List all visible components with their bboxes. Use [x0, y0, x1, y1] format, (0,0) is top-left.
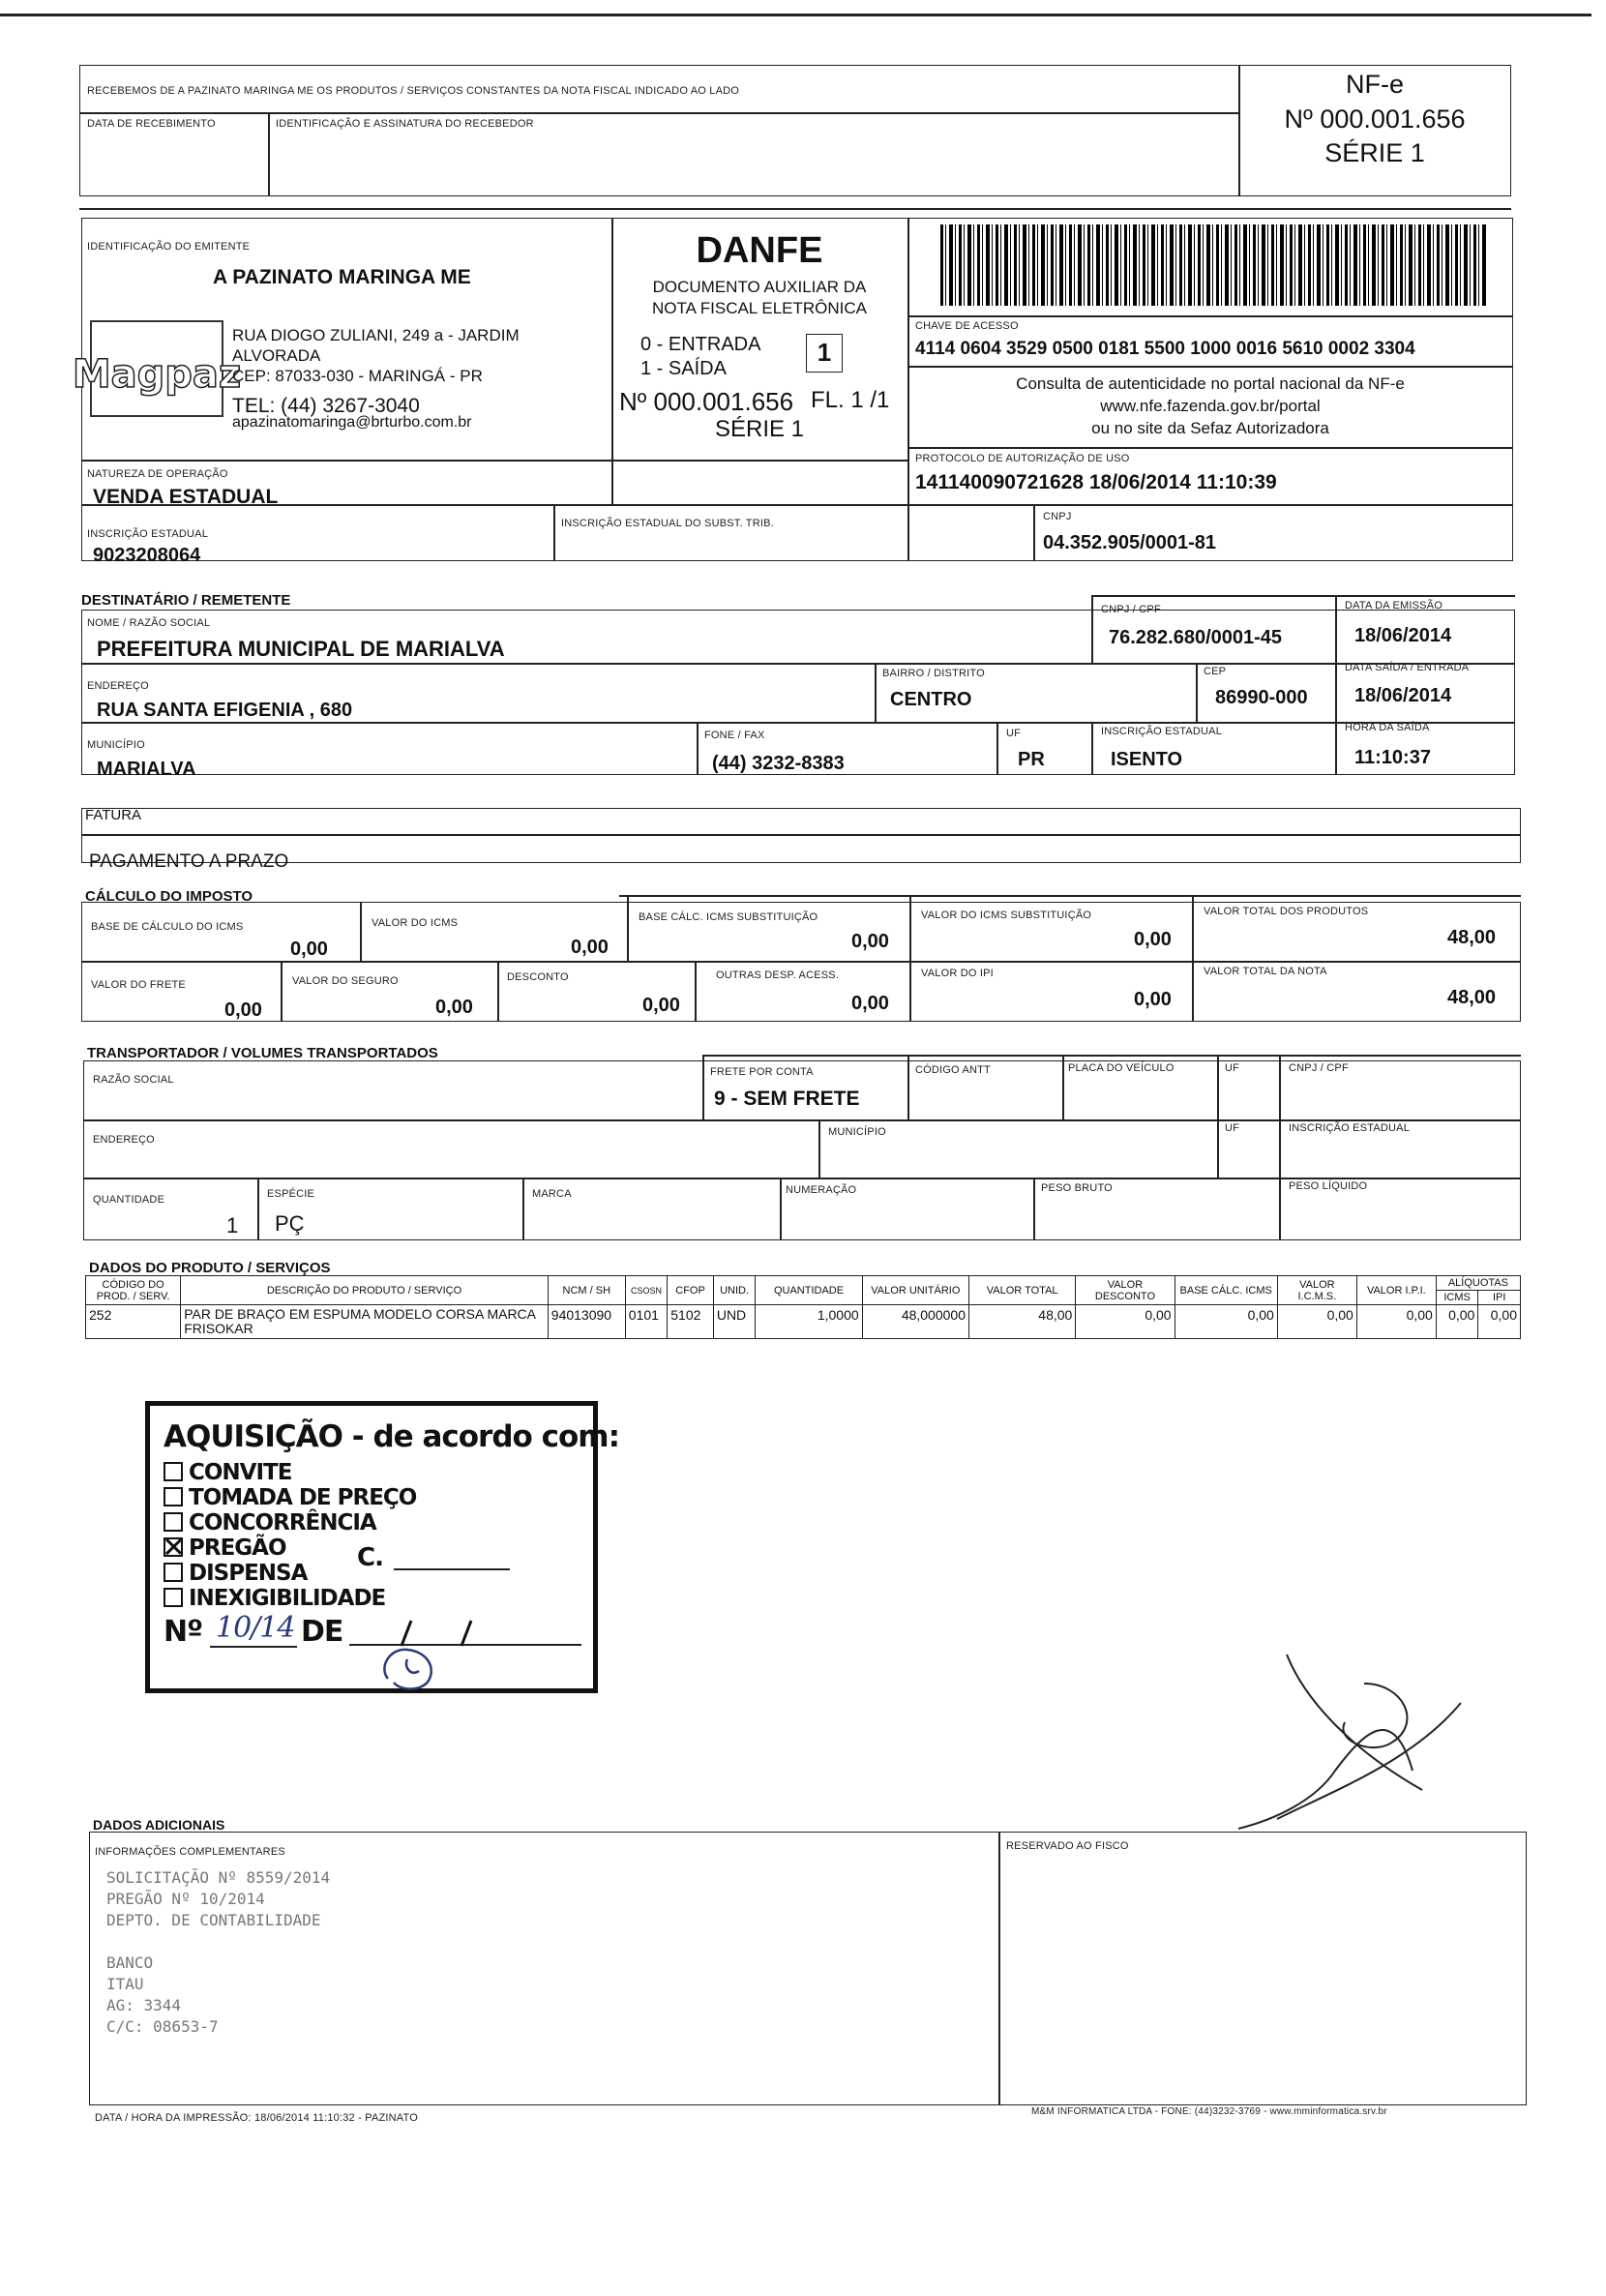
- canhoto-divider-h: [79, 112, 1238, 114]
- dest-top-ext: [1091, 595, 1515, 597]
- checkbox-icon: [164, 1512, 183, 1532]
- imp-v-d: [1192, 895, 1194, 1022]
- th-base: BASE CÁLC. ICMS: [1175, 1276, 1277, 1305]
- stamp-item-tomada: [164, 1485, 416, 1510]
- dest-emissao: 18/06/2014: [1354, 625, 1452, 646]
- cell-ncm: 94013090: [548, 1305, 625, 1339]
- emitente-label: IDENTIFICAÇÃO DO EMITENTE: [87, 241, 251, 253]
- ie-subst-label: INSCRIÇÃO ESTADUAL DO SUBST. TRIB.: [561, 518, 774, 529]
- adicionais-section: DADOS ADICIONAIS: [93, 1817, 225, 1833]
- stamp-item-label: TOMADA DE PREÇO: [189, 1485, 417, 1510]
- tr-v8: [522, 1178, 524, 1240]
- stamp-c-line: [394, 1568, 510, 1570]
- canhoto-recebemos: RECEBEMOS DE A PAZINATO MARINGA ME OS PRODUTOS / SERVIÇOS CONSTANTES DA NOTA FISCAL INDICADO AO LADO: [87, 85, 740, 97]
- cell-vipi: 0,00: [1356, 1305, 1436, 1339]
- checkbox-icon: [164, 1462, 183, 1481]
- stamp-item-concorrencia: [164, 1510, 376, 1536]
- icms-st-label: VALOR DO ICMS SUBSTITUIÇÃO: [921, 909, 1092, 921]
- th-unitario: VALOR UNITÁRIO: [862, 1276, 968, 1305]
- chave-value: 4114 0604 3529 0500 0181 5500 1000 0016 5610 0002 3304: [915, 339, 1415, 359]
- tr-uf2-label: UF: [1225, 1122, 1240, 1134]
- danfe-title: DANFE: [696, 230, 823, 271]
- stamp-item-label: PREGÃO: [189, 1536, 286, 1561]
- ipi: 0,00: [1134, 989, 1172, 1010]
- total-prod: 48,00: [1447, 927, 1497, 948]
- th-vicms: VALOR I.C.M.S.: [1277, 1276, 1356, 1305]
- cell-csosn: 0101: [625, 1305, 668, 1339]
- dest-v-uf: [996, 722, 998, 775]
- transportador-section: TRANSPORTADOR / VOLUMES TRANSPORTADOS: [87, 1045, 438, 1061]
- tr-especie-label: ESPÉCIE: [267, 1188, 315, 1200]
- chave-consulta3: ou no site da Sefaz Autorizadora: [1091, 419, 1329, 437]
- cell-base: 0,00: [1175, 1305, 1277, 1339]
- th-desconto: VALOR DESCONTO: [1076, 1276, 1175, 1305]
- cell-cfop: 5102: [668, 1305, 714, 1339]
- tr-h2: [83, 1178, 1521, 1179]
- tr-placa-label: PLACA DO VEÍCULO: [1068, 1062, 1175, 1074]
- th-total: VALOR TOTAL: [969, 1276, 1076, 1305]
- dest-hora-label: HORA DA SAÍDA: [1345, 722, 1430, 733]
- frete-label: VALOR DO FRETE: [91, 979, 186, 991]
- company-logo: [72, 317, 242, 420]
- danfe-sub1: DOCUMENTO AUXILIAR DA: [652, 278, 867, 296]
- dest-v-cnpj: [1091, 595, 1093, 663]
- danfe-folha: FL. 1 /1: [811, 387, 890, 413]
- th-cfop: CFOP: [668, 1276, 714, 1305]
- dest-cep-label: CEP: [1204, 666, 1227, 677]
- aquisicao-stamp: [145, 1401, 619, 1693]
- cell-aliq-ipi: 0,00: [1478, 1305, 1521, 1339]
- emit-v-cnpj: [1033, 504, 1035, 561]
- tr-v1: [702, 1055, 704, 1119]
- protocolo-label: PROTOCOLO DE AUTORIZAÇÃO DE USO: [915, 453, 1130, 464]
- handwritten-signature: [1219, 1645, 1471, 1838]
- fatura-value: PAGAMENTO A PRAZO: [89, 851, 289, 872]
- tr-endereco-label: ENDEREÇO: [93, 1134, 155, 1146]
- canhoto-id-label: IDENTIFICAÇÃO E ASSINATURA DO RECEBEDOR: [276, 118, 534, 130]
- dest-ie-label: INSCRIÇÃO ESTADUAL: [1101, 726, 1223, 737]
- cell-unitario: 48,000000: [862, 1305, 968, 1339]
- th-aliq-icms: ICMS: [1436, 1291, 1478, 1305]
- produtos-table: [85, 1275, 1521, 1339]
- outras: 0,00: [851, 993, 889, 1014]
- total-prod-label: VALOR TOTAL DOS PRODUTOS: [1204, 906, 1369, 917]
- danfe-serie: SÉRIE 1: [714, 416, 805, 442]
- dest-cnpj: 76.282.680/0001-45: [1109, 627, 1283, 648]
- checkbox-icon: [164, 1563, 183, 1582]
- th-csosn: CSOSN: [625, 1276, 668, 1305]
- icms-label: VALOR DO ICMS: [372, 917, 459, 929]
- emit-h-prot: [907, 447, 1513, 449]
- fatura-section: FATURA: [85, 807, 142, 823]
- emit-v-ie: [553, 504, 555, 561]
- tr-v4: [1217, 1055, 1219, 1178]
- desconto-label: DESCONTO: [507, 971, 569, 983]
- cell-aliq-icms: 0,00: [1436, 1305, 1478, 1339]
- tr-especie: PÇ: [275, 1211, 305, 1236]
- imp-v-a: [360, 902, 362, 961]
- icms-st: 0,00: [1134, 929, 1172, 950]
- footer-right: M&M INFORMATICA LTDA - FONE: (44)3232-3769 - www.mminformatica.srv.br: [1031, 2106, 1387, 2117]
- emit-h-chave: [907, 315, 1513, 317]
- stamp-c-label: C.: [357, 1543, 383, 1572]
- cnpj-emit-label: CNPJ: [1043, 511, 1072, 522]
- stamp-item-label: CONCORRÊNCIA: [189, 1510, 376, 1536]
- tr-liquido-label: PESO LÍQUIDO: [1289, 1180, 1368, 1192]
- tr-cnpj-label: CNPJ / CPF: [1289, 1062, 1349, 1074]
- tr-v3: [1062, 1055, 1064, 1119]
- danfe-tipo: 1: [817, 338, 832, 367]
- cnpj-emit-value: 04.352.905/0001-81: [1043, 532, 1217, 553]
- danfe-entrada: 0 - ENTRADA: [640, 334, 761, 355]
- emit-h-ie: [81, 504, 1513, 506]
- frete: 0,00: [224, 999, 262, 1021]
- stamp-title: AQUISIÇÃO - de acordo com:: [164, 1419, 619, 1454]
- cell-quantidade: 1,0000: [756, 1305, 862, 1339]
- th-descricao: DESCRIÇÃO DO PRODUTO / SERVIÇO: [181, 1276, 549, 1305]
- imp-h: [81, 961, 1521, 963]
- top-rule: [0, 14, 1591, 16]
- chave-label: CHAVE DE ACESSO: [915, 320, 1019, 332]
- tr-frete: 9 - SEM FRETE: [714, 1088, 860, 1110]
- tr-qtd: 1: [226, 1213, 239, 1237]
- danfe-sub2: NOTA FISCAL ELETRÔNICA: [652, 299, 867, 317]
- protocolo-value: 141140090721628 18/06/2014 11:10:39: [915, 471, 1277, 493]
- dest-v-cep: [1196, 663, 1198, 722]
- dest-endereco-label: ENDEREÇO: [87, 680, 149, 692]
- emitente-email: apazinatomaringa@brturbo.com.br: [232, 414, 472, 431]
- stamp-item-dispensa: [164, 1561, 307, 1586]
- adic-v: [998, 1832, 1000, 2105]
- canhoto-serie: SÉRIE 1: [1324, 138, 1425, 167]
- th-ncm: NCM / SH: [548, 1276, 625, 1305]
- tr-top-ext: [702, 1055, 1521, 1057]
- cell-descricao: PAR DE BRAÇO EM ESPUMA MODELO CORSA MARCA FRISOKAR: [181, 1305, 549, 1339]
- natureza-label: NATUREZA DE OPERAÇÃO: [87, 468, 228, 480]
- imp-top-ext: [619, 895, 1521, 897]
- dest-uf-label: UF: [1006, 728, 1022, 739]
- canhoto-cut-line: [79, 208, 1511, 210]
- dest-bairro: CENTRO: [890, 689, 972, 710]
- seguro-label: VALOR DO SEGURO: [292, 975, 399, 987]
- th-aliq-ipi: IPI: [1478, 1291, 1521, 1305]
- tr-numeracao-label: NUMERAÇÃO: [786, 1184, 857, 1196]
- th-quantidade: QUANTIDADE: [756, 1276, 862, 1305]
- bc-icms: 0,00: [290, 939, 328, 960]
- dest-v-date: [1335, 595, 1337, 775]
- outras-label: OUTRAS DESP. ACESS.: [716, 969, 840, 981]
- cell-vicms: 0,00: [1277, 1305, 1356, 1339]
- dest-uf: PR: [1018, 749, 1045, 770]
- stamp-item-convite: [164, 1460, 291, 1485]
- stamp-item-inexigibilidade: [164, 1586, 385, 1611]
- bc-st-label: BASE CÁLC. ICMS SUBSTITUIÇÃO: [639, 911, 818, 923]
- danfe-tipo-box: [806, 334, 843, 373]
- dest-municipio-label: MUNICÍPIO: [87, 739, 145, 751]
- tr-municipio-label: MUNICÍPIO: [828, 1126, 886, 1138]
- tr-ie-label: INSCRIÇÃO ESTADUAL: [1289, 1122, 1411, 1134]
- total-nota-label: VALOR TOTAL DA NOTA: [1204, 966, 1327, 977]
- stamp-item-label: CONVITE: [189, 1460, 292, 1485]
- th-vipi: VALOR I.P.I.: [1356, 1276, 1436, 1305]
- tr-uf-label: UF: [1225, 1062, 1240, 1074]
- stamp-de: DE: [301, 1615, 343, 1649]
- emitente-endereco2: ALVORADA: [232, 346, 321, 365]
- tr-frete-label: FRETE POR CONTA: [710, 1066, 814, 1078]
- th-aliquotas: ALÍQUOTAS: [1436, 1276, 1520, 1291]
- bc-st: 0,00: [851, 931, 889, 952]
- chave-consulta1: Consulta de autenticidade no portal nacional da NF-e: [1016, 374, 1405, 393]
- produtos-section: DADOS DO PRODUTO / SERVIÇOS: [89, 1260, 331, 1276]
- canhoto-numero: Nº 000.001.656: [1284, 104, 1466, 134]
- stamp-numero-prefix: Nº: [164, 1615, 203, 1649]
- cell-codigo: 252: [86, 1305, 181, 1339]
- danfe-numero: Nº 000.001.656: [619, 387, 794, 416]
- info-text: SOLICITAÇÃO Nº 8559/2014 PREGÃO Nº 10/2014 DEPTO. DE CONTABILIDADE BANCO ITAU AG: 3344 C/C: 08653-7: [106, 1868, 331, 2036]
- dest-municipio: MARIALVA: [97, 759, 196, 780]
- barcode: [940, 224, 1488, 306]
- dest-v-bairro: [875, 663, 877, 722]
- desconto: 0,00: [642, 995, 680, 1016]
- ie-label: INSCRIÇÃO ESTADUAL: [87, 528, 209, 540]
- logo-text: Magpaz: [72, 352, 242, 397]
- dest-hora: 11:10:37: [1354, 747, 1431, 768]
- tr-antt-label: CÓDIGO ANTT: [915, 1064, 991, 1076]
- tr-v9: [780, 1178, 782, 1240]
- cell-unid: UND: [713, 1305, 756, 1339]
- imposto-section: CÁLCULO DO IMPOSTO: [85, 888, 253, 905]
- stamp-initials-signature: [369, 1638, 456, 1696]
- seguro: 0,00: [435, 997, 473, 1018]
- chave-consulta2: www.nfe.fazenda.gov.br/portal: [1100, 397, 1321, 415]
- emit-h-chave2: [907, 366, 1513, 368]
- dest-nome-label: NOME / RAZÃO SOCIAL: [87, 617, 211, 629]
- dest-fone: (44) 3232-8383: [712, 753, 845, 774]
- natureza-value: VENDA ESTADUAL: [93, 486, 279, 508]
- dest-cnpj-label: CNPJ / CPF: [1101, 604, 1161, 615]
- stamp-numero: 10/14: [216, 1611, 295, 1645]
- tr-v5: [1279, 1055, 1281, 1240]
- checkbox-icon: [164, 1487, 183, 1506]
- tr-v2: [907, 1055, 909, 1119]
- info-label: INFORMAÇÕES COMPLEMENTARES: [95, 1846, 285, 1858]
- dest-bairro-label: BAIRRO / DISTRITO: [882, 668, 985, 679]
- stamp-item-pregao: [164, 1536, 286, 1561]
- imp-v-b: [627, 895, 629, 961]
- dest-ie: ISENTO: [1111, 749, 1183, 770]
- tr-v10: [1033, 1178, 1035, 1240]
- checked-checkbox-icon: [164, 1537, 183, 1557]
- tr-v7: [257, 1178, 259, 1240]
- imp-v-g: [695, 961, 697, 1022]
- canhoto-nfe: NF-e: [1346, 70, 1404, 99]
- dest-fone-label: FONE / FAX: [704, 730, 765, 741]
- canhoto-data-label: DATA DE RECEBIMENTO: [87, 118, 216, 130]
- cell-desconto: 0,00: [1076, 1305, 1175, 1339]
- dest-nome: PREFEITURA MUNICIPAL DE MARIALVA: [97, 637, 505, 661]
- ie-value: 9023208064: [93, 545, 201, 566]
- dest-cep: 86990-000: [1215, 687, 1308, 708]
- tr-v6: [818, 1119, 820, 1178]
- bc-icms-label: BASE DE CÁLCULO DO ICMS: [91, 921, 244, 933]
- total-nota: 48,00: [1447, 987, 1497, 1008]
- dest-h2: [81, 722, 1515, 724]
- emitente-tel: TEL: (44) 3267-3040: [232, 395, 420, 417]
- dest-h1: [81, 663, 1515, 665]
- icms: 0,00: [571, 937, 609, 958]
- emitente-nome: A PAZINATO MARINGA ME: [213, 266, 471, 288]
- th-unid: UNID.: [713, 1276, 756, 1305]
- dest-saida-label: DATA SAÍDA / ENTRADA: [1345, 662, 1470, 673]
- fatura-h: [81, 834, 1521, 836]
- imp-v-c: [909, 895, 911, 1022]
- emitente-endereco1: RUA DIOGO ZULIANI, 249 a - JARDIM: [232, 326, 520, 344]
- dest-v-ie: [1091, 722, 1093, 775]
- canhoto-divider-v2: [268, 112, 270, 196]
- dest-v-fone: [697, 722, 699, 775]
- tr-h1: [83, 1119, 1521, 1121]
- stamp-item-label: INEXIGIBILIDADE: [189, 1586, 386, 1611]
- tr-marca-label: MARCA: [532, 1188, 572, 1200]
- footer-left: DATA / HORA DA IMPRESSÃO: 18/06/2014 11:10:32 - PAZINATO: [95, 2112, 419, 2124]
- stamp-item-label: DISPENSA: [189, 1561, 308, 1586]
- tr-bruto-label: PESO BRUTO: [1041, 1182, 1113, 1194]
- table-row: [86, 1305, 1521, 1339]
- danfe-saida: 1 - SAÍDA: [640, 358, 727, 379]
- imp-v-e: [281, 961, 283, 1022]
- tr-razao-label: RAZÃO SOCIAL: [93, 1074, 174, 1086]
- checkbox-icon: [164, 1588, 183, 1607]
- cell-total: 48,00: [969, 1305, 1076, 1339]
- emit-h-nat: [81, 460, 907, 462]
- dest-endereco: RUA SANTA EFIGENIA , 680: [97, 700, 353, 721]
- imp-v-f: [497, 961, 499, 1022]
- emitente-cep: CEP: 87033-030 - MARINGÁ - PR: [232, 367, 483, 385]
- fisco-label: RESERVADO AO FISCO: [1006, 1840, 1129, 1852]
- tr-qtd-label: QUANTIDADE: [93, 1194, 165, 1206]
- destinatario-section: DESTINATÁRIO / REMETENTE: [81, 592, 291, 609]
- ipi-label: VALOR DO IPI: [921, 968, 994, 979]
- stamp-numero-line: [210, 1646, 297, 1648]
- dest-saida: 18/06/2014: [1354, 685, 1452, 706]
- th-codigo: CÓDIGO DO PROD. / SERV.: [86, 1276, 181, 1305]
- dest-emissao-label: DATA DA EMISSÃO: [1345, 600, 1443, 611]
